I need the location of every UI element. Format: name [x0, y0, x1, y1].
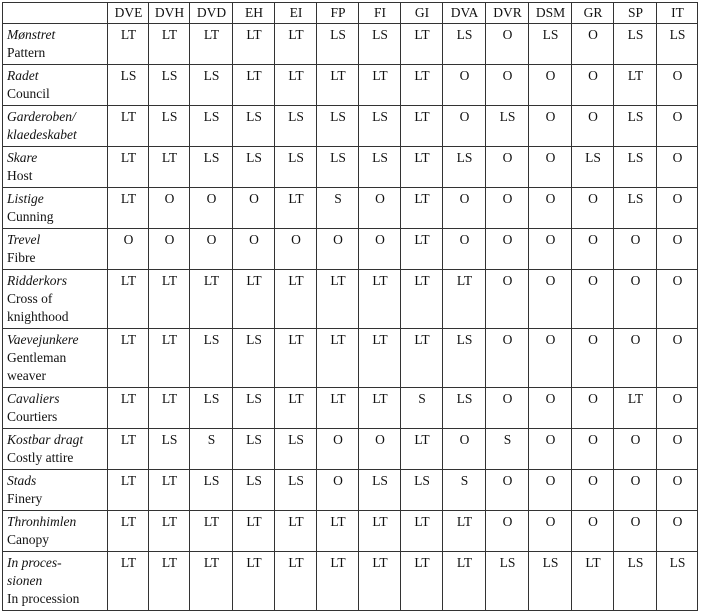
value-cell: O [614, 270, 657, 329]
value-cell: LT [317, 65, 359, 106]
column-header-dvd: DVD [190, 3, 233, 24]
table-row [3, 329, 698, 388]
value-cell: O [359, 188, 401, 229]
value-cell: LS [233, 106, 275, 147]
value-cell: LT [108, 147, 149, 188]
table-row [3, 470, 698, 511]
column-header-dva: DVA [443, 3, 486, 24]
value-cell: O [572, 270, 614, 329]
value-cell: LT [572, 552, 614, 611]
value-cell: O [486, 388, 529, 429]
native-term: In proces- [7, 555, 62, 570]
column-header-ei: EI [275, 3, 317, 24]
value-cell: LS [233, 470, 275, 511]
term-cell [3, 188, 108, 229]
value-cell: LT [149, 511, 190, 552]
table-row [3, 388, 698, 429]
english-term: Costly attire [7, 450, 74, 465]
value-cell: LS [190, 65, 233, 106]
value-cell: LT [108, 429, 149, 470]
value-cell: O [657, 229, 698, 270]
value-cell: LT [443, 511, 486, 552]
value-cell: O [572, 388, 614, 429]
column-header-dvh: DVH [149, 3, 190, 24]
value-cell: LT [149, 329, 190, 388]
term-cell [3, 388, 108, 429]
column-header-eh: EH [233, 3, 275, 24]
value-cell: O [190, 229, 233, 270]
value-cell: LT [275, 24, 317, 65]
value-cell: LS [359, 24, 401, 65]
value-cell: O [486, 147, 529, 188]
column-header-gr: GR [572, 3, 614, 24]
value-cell: O [317, 229, 359, 270]
value-cell: O [614, 429, 657, 470]
value-cell: LS [190, 470, 233, 511]
value-cell: O [486, 229, 529, 270]
table-row [3, 188, 698, 229]
term-cell [3, 552, 108, 611]
value-cell: O [443, 65, 486, 106]
value-cell: LT [190, 270, 233, 329]
native-term: Mønstret [7, 27, 56, 42]
value-cell: LT [359, 65, 401, 106]
value-cell: LS [401, 470, 443, 511]
native-term: Radet [7, 68, 39, 83]
value-cell: O [529, 329, 572, 388]
table-row [3, 511, 698, 552]
value-cell: LT [401, 329, 443, 388]
value-cell: O [572, 106, 614, 147]
value-cell: LS [190, 388, 233, 429]
value-cell: LT [275, 511, 317, 552]
value-cell: LT [359, 329, 401, 388]
table-row [3, 147, 698, 188]
value-cell: LT [275, 388, 317, 429]
corner-cell [3, 3, 108, 24]
table-row [3, 106, 698, 147]
value-cell: LT [275, 188, 317, 229]
value-cell: O [486, 511, 529, 552]
native-term: Trevel [7, 232, 41, 247]
value-cell: LT [149, 270, 190, 329]
term-cell [3, 429, 108, 470]
value-cell: LS [275, 106, 317, 147]
value-cell: LT [317, 329, 359, 388]
value-cell: O [529, 229, 572, 270]
value-cell: LS [190, 106, 233, 147]
value-cell: LT [190, 511, 233, 552]
value-cell: LT [233, 270, 275, 329]
value-cell: LT [108, 188, 149, 229]
value-cell: LT [401, 147, 443, 188]
value-cell: S [443, 470, 486, 511]
value-cell: O [443, 106, 486, 147]
value-cell: LS [486, 106, 529, 147]
value-cell: O [190, 188, 233, 229]
value-cell: O [529, 65, 572, 106]
table-row [3, 229, 698, 270]
value-cell: LS [317, 147, 359, 188]
value-cell: O [614, 329, 657, 388]
value-cell: O [657, 270, 698, 329]
value-cell: O [572, 429, 614, 470]
value-cell: LT [614, 388, 657, 429]
value-cell: O [572, 511, 614, 552]
native-term: Kostbar dragt [7, 432, 84, 447]
term-cell [3, 147, 108, 188]
term-cell [3, 24, 108, 65]
value-cell: O [529, 270, 572, 329]
native-term: Cavaliers [7, 391, 60, 406]
value-cell: LS [359, 106, 401, 147]
value-cell: LS [317, 24, 359, 65]
value-cell: LT [317, 552, 359, 611]
value-cell: O [529, 147, 572, 188]
value-cell: O [572, 65, 614, 106]
table-row [3, 429, 698, 470]
value-cell: O [657, 470, 698, 511]
value-cell: LS [443, 24, 486, 65]
value-cell: O [443, 429, 486, 470]
english-term: Cross of [7, 291, 53, 306]
value-cell: LT [401, 188, 443, 229]
value-cell: LT [190, 24, 233, 65]
value-cell: LT [108, 388, 149, 429]
value-cell: LT [401, 552, 443, 611]
value-cell: LT [149, 470, 190, 511]
column-header-it: IT [657, 3, 698, 24]
english-term: weaver [7, 368, 46, 383]
value-cell: LS [149, 65, 190, 106]
value-cell: O [486, 329, 529, 388]
term-cell [3, 106, 108, 147]
value-cell: LT [275, 270, 317, 329]
native-term: Garderoben/ [7, 109, 76, 124]
value-cell: LT [108, 329, 149, 388]
value-cell: LS [233, 388, 275, 429]
column-header-dve: DVE [108, 3, 149, 24]
value-cell: LT [401, 106, 443, 147]
value-cell: LT [317, 270, 359, 329]
table-row [3, 24, 698, 65]
value-cell: O [657, 188, 698, 229]
value-cell: LS [233, 147, 275, 188]
value-cell: LT [108, 24, 149, 65]
value-cell: S [401, 388, 443, 429]
value-cell: O [443, 188, 486, 229]
term-cell [3, 229, 108, 270]
value-cell: LS [614, 552, 657, 611]
value-cell: LS [443, 147, 486, 188]
value-cell: LS [149, 106, 190, 147]
value-cell: O [443, 229, 486, 270]
value-cell: O [614, 229, 657, 270]
value-cell: O [572, 329, 614, 388]
table-body [3, 24, 698, 611]
comparison-table [2, 2, 698, 611]
value-cell: LS [190, 329, 233, 388]
value-cell: LS [657, 24, 698, 65]
value-cell: O [572, 188, 614, 229]
value-cell: LS [614, 106, 657, 147]
english-term: Courtiers [7, 409, 58, 424]
value-cell: LT [149, 24, 190, 65]
value-cell: LT [401, 429, 443, 470]
value-cell: O [486, 188, 529, 229]
value-cell: O [657, 511, 698, 552]
column-header-gi: GI [401, 3, 443, 24]
value-cell: O [108, 229, 149, 270]
value-cell: LT [233, 552, 275, 611]
english-term: Gentleman [7, 350, 67, 365]
english-term: Pattern [7, 45, 46, 60]
term-cell [3, 65, 108, 106]
value-cell: O [149, 188, 190, 229]
value-cell: O [317, 429, 359, 470]
value-cell: LT [275, 65, 317, 106]
value-cell: LT [401, 270, 443, 329]
value-cell: LT [190, 552, 233, 611]
value-cell: LS [275, 429, 317, 470]
value-cell: LT [359, 388, 401, 429]
native-term: Listige [7, 191, 44, 206]
value-cell: O [657, 329, 698, 388]
value-cell: LT [443, 552, 486, 611]
value-cell: O [529, 106, 572, 147]
value-cell: O [233, 188, 275, 229]
term-cell [3, 270, 108, 329]
value-cell: LS [443, 329, 486, 388]
value-cell: LS [614, 188, 657, 229]
english-term: Fibre [7, 250, 36, 265]
value-cell: LT [233, 65, 275, 106]
native-term: Vaevejunkere [7, 332, 79, 347]
value-cell: O [657, 106, 698, 147]
value-cell: LT [108, 270, 149, 329]
term-cell [3, 470, 108, 511]
value-cell: O [529, 429, 572, 470]
value-cell: LT [275, 329, 317, 388]
value-cell: LS [233, 429, 275, 470]
value-cell: O [149, 229, 190, 270]
value-cell: LS [443, 388, 486, 429]
english-term: Canopy [7, 532, 49, 547]
value-cell: LS [108, 65, 149, 106]
value-cell: LS [486, 552, 529, 611]
value-cell: O [317, 470, 359, 511]
value-cell: O [572, 470, 614, 511]
english-term: In procession [7, 591, 80, 606]
value-cell: O [529, 511, 572, 552]
value-cell: LS [359, 470, 401, 511]
value-cell: LT [317, 388, 359, 429]
term-cell [3, 511, 108, 552]
native-term: Stads [7, 473, 37, 488]
value-cell: O [486, 24, 529, 65]
value-cell: LT [401, 65, 443, 106]
value-cell: O [614, 511, 657, 552]
value-cell: O [572, 229, 614, 270]
value-cell: LT [317, 511, 359, 552]
value-cell: LT [401, 229, 443, 270]
value-cell: LT [401, 24, 443, 65]
value-cell: LS [233, 329, 275, 388]
column-header-dsm: DSM [529, 3, 572, 24]
value-cell: LT [359, 552, 401, 611]
value-cell: O [529, 188, 572, 229]
english-term: knighthood [7, 309, 69, 324]
value-cell: LS [614, 24, 657, 65]
term-cell [3, 329, 108, 388]
value-cell: O [614, 470, 657, 511]
value-cell: O [529, 388, 572, 429]
value-cell: LS [190, 147, 233, 188]
value-cell: O [657, 65, 698, 106]
value-cell: LT [359, 511, 401, 552]
native-term: sionen [7, 573, 43, 588]
value-cell: LT [275, 552, 317, 611]
column-header-fi: FI [359, 3, 401, 24]
value-cell: LS [572, 147, 614, 188]
value-cell: O [486, 270, 529, 329]
value-cell: LT [359, 270, 401, 329]
table-row [3, 552, 698, 611]
table-row [3, 270, 698, 329]
value-cell: O [233, 229, 275, 270]
english-term: Cunning [7, 209, 54, 224]
value-cell: O [657, 429, 698, 470]
value-cell: LT [233, 24, 275, 65]
value-cell: LT [401, 511, 443, 552]
value-cell: O [572, 24, 614, 65]
value-cell: LS [529, 24, 572, 65]
native-term: klaedeskabet [7, 127, 77, 142]
value-cell: LS [317, 106, 359, 147]
value-cell: O [486, 65, 529, 106]
value-cell: O [275, 229, 317, 270]
table-row [3, 65, 698, 106]
value-cell: LT [443, 270, 486, 329]
value-cell: O [657, 388, 698, 429]
value-cell: LT [614, 65, 657, 106]
value-cell: LT [149, 552, 190, 611]
value-cell: O [359, 229, 401, 270]
column-header-fp: FP [317, 3, 359, 24]
column-header-dvr: DVR [486, 3, 529, 24]
native-term: Skare [7, 150, 38, 165]
native-term: Thronhimlen [7, 514, 77, 529]
value-cell: LT [233, 511, 275, 552]
english-term: Host [7, 168, 33, 183]
value-cell: LS [275, 147, 317, 188]
value-cell: LT [108, 511, 149, 552]
column-header-sp: SP [614, 3, 657, 24]
value-cell: LS [149, 429, 190, 470]
value-cell: O [657, 147, 698, 188]
value-cell: S [190, 429, 233, 470]
value-cell: S [317, 188, 359, 229]
value-cell: LS [614, 147, 657, 188]
english-term: Council [7, 86, 50, 101]
native-term: Ridderkors [7, 273, 67, 288]
value-cell: O [529, 470, 572, 511]
header-row [3, 3, 698, 24]
value-cell: LT [149, 388, 190, 429]
value-cell: S [486, 429, 529, 470]
value-cell: LT [108, 106, 149, 147]
value-cell: O [359, 429, 401, 470]
value-cell: LT [108, 470, 149, 511]
value-cell: LS [529, 552, 572, 611]
value-cell: LS [275, 470, 317, 511]
value-cell: LS [657, 552, 698, 611]
english-term: Finery [7, 491, 43, 506]
value-cell: LS [359, 147, 401, 188]
value-cell: LT [149, 147, 190, 188]
value-cell: O [486, 470, 529, 511]
value-cell: LT [108, 552, 149, 611]
